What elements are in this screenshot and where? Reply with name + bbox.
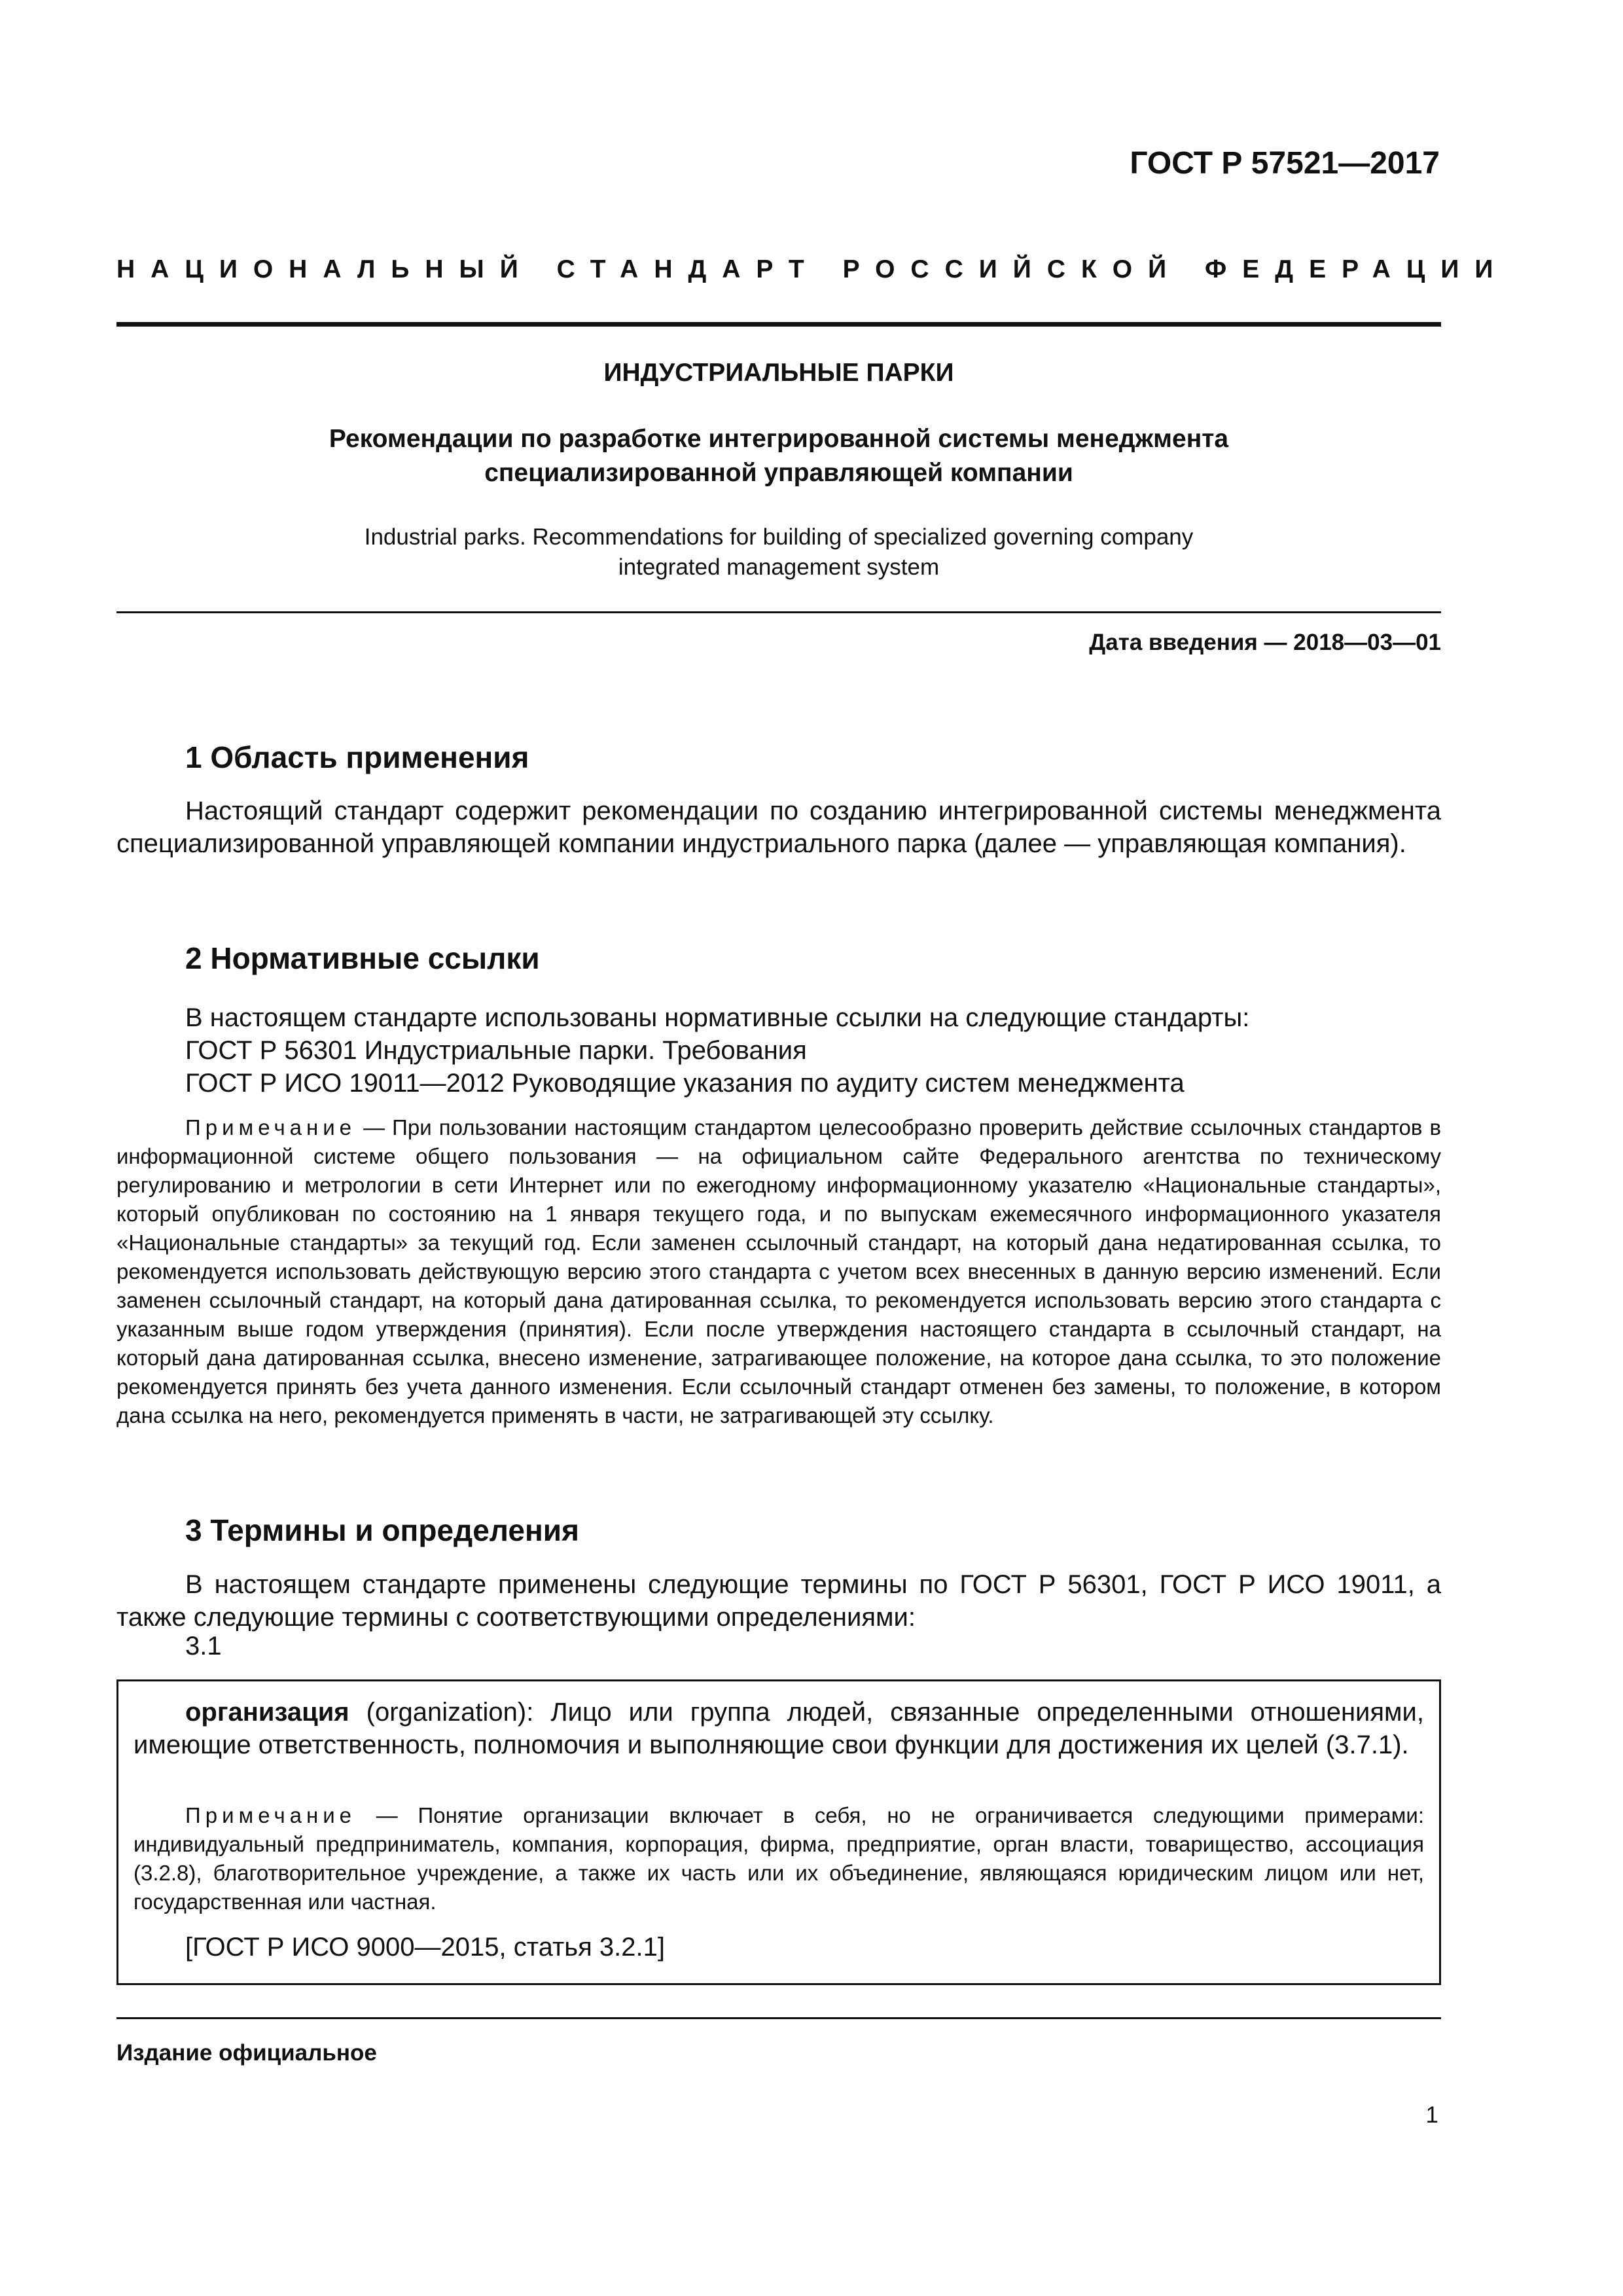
document-code: ГОСТ Р 57521—2017 (1130, 146, 1440, 181)
term-source: [ГОСТ Р ИСО 9000—2015, статья 3.2.1] (185, 1933, 665, 1962)
title-divider (116, 611, 1441, 613)
section-1-text: Настоящий стандарт содержит рекомендации по созданию интегрированной системы менеджмента специализированной управляющей компании индустриального парка (далее — управляющая компания). (116, 797, 1441, 858)
section-2-heading: 2 Нормативные ссылки (185, 941, 540, 975)
note-text: — При пользовании настоящим стандартом целесообразно проверить действие ссылочных стандартов в информационной системе общего пользования — на официальном сайте Федерального агентства по техническому регулированию и метрологии в сети Интернет или по ежегодному информационному указателю «Национальные стандарты», который опубликован по состоянию на 1 января текущего года, и по выпускам ежемесячного информационного указателя «Национальные стандарты» за текущий год. Если заменен ссылочный стандарт, на который дана недатированная ссылка, то рекомендуется использовать действующую версию этого стандарта с учетом всех внесенных в данную версию изменений. Если заменен ссылочный стандарт, на который дана датированная ссылка, то рекомендуется использовать версию этого стандарта с указанным выше годом утверждения (принятия). Если после утверждения настоящего стандарта в ссылочный стандарт, на который дана датированная ссылка, внесено изменение, затрагивающее положение, на которое дана ссылка, то это положение рекомендуется принять без учета данного изменения. Если ссылочный стандарт отменен без замены, то положение, в котором дана ссылка на него, рекомендуется применять в части, не затрагивающей эту ссылку. (116, 1115, 1441, 1427)
introduction-date: Дата введения — 2018—03—01 (1089, 630, 1441, 655)
english-title-line-1: Industrial parks. Recommendations for building of specialized governing company (364, 524, 1194, 550)
english-title-line-2: integrated management system (618, 554, 940, 580)
english-title (116, 522, 1441, 583)
footer-divider (116, 2017, 1441, 2019)
term-note (134, 1801, 1424, 1916)
subtitle-line-1: Рекомендации по разработке интегрированной системы менеджмента (329, 425, 1229, 453)
reference-item: ГОСТ Р 56301 Индустриальные парки. Требования (185, 1036, 807, 1065)
edition-label: Издание официальное (116, 2040, 377, 2066)
standard-subtitle (116, 422, 1441, 490)
section-2-note (116, 1113, 1441, 1430)
term-definition-text: (organization): Лицо или группа людей, связанные определенными отношениями, имеющие ответственность, полномочия и выполняющие свои функции для достижения их целей (3.7.1). (134, 1698, 1424, 1759)
section-1-heading: 1 Область применения (185, 740, 529, 774)
section-3-heading: 3 Термины и определения (185, 1513, 579, 1547)
standard-title: ИНДУСТРИАЛЬНЫЕ ПАРКИ (603, 359, 954, 387)
national-standard-label: НАЦИОНАЛЬНЫЙ СТАНДАРТ РОССИЙСКОЙ ФЕДЕРАЦИИ (116, 255, 1509, 283)
page-number: 1 (1425, 2102, 1438, 2128)
note-label: Примечание (185, 1803, 357, 1827)
term-definition (134, 1696, 1424, 1761)
subtitle-line-2: специализированной управляющей компании (484, 459, 1073, 487)
term-word: организация (185, 1698, 349, 1727)
header-divider (116, 322, 1441, 327)
section-2-intro: В настоящем стандарте использованы нормативные ссылки на следующие стандарты: (185, 1003, 1250, 1032)
note-label: Примечание (185, 1115, 357, 1139)
term-number: 3.1 (185, 1632, 222, 1660)
note-text: — Понятие организации включает в себя, но не ограничивается следующими примерами: индивидуальный предприниматель, компания, корпорация, фирма, предприятие, орган власти, товарищество, ассоциация (3.2.8), благотворительное учреждение, а также их часть или их объединение, являющаяся юридическим лицом или нет, государственная или частная. (134, 1803, 1424, 1914)
reference-item: ГОСТ Р ИСО 19011—2012 Руководящие указания по аудиту систем менеджмента (185, 1069, 1185, 1098)
section-3-intro: В настоящем стандарте применены следующие термины по ГОСТ Р 56301, ГОСТ Р ИСО 19011, а также следующие термины с соответствующими определениями: (116, 1570, 1441, 1632)
